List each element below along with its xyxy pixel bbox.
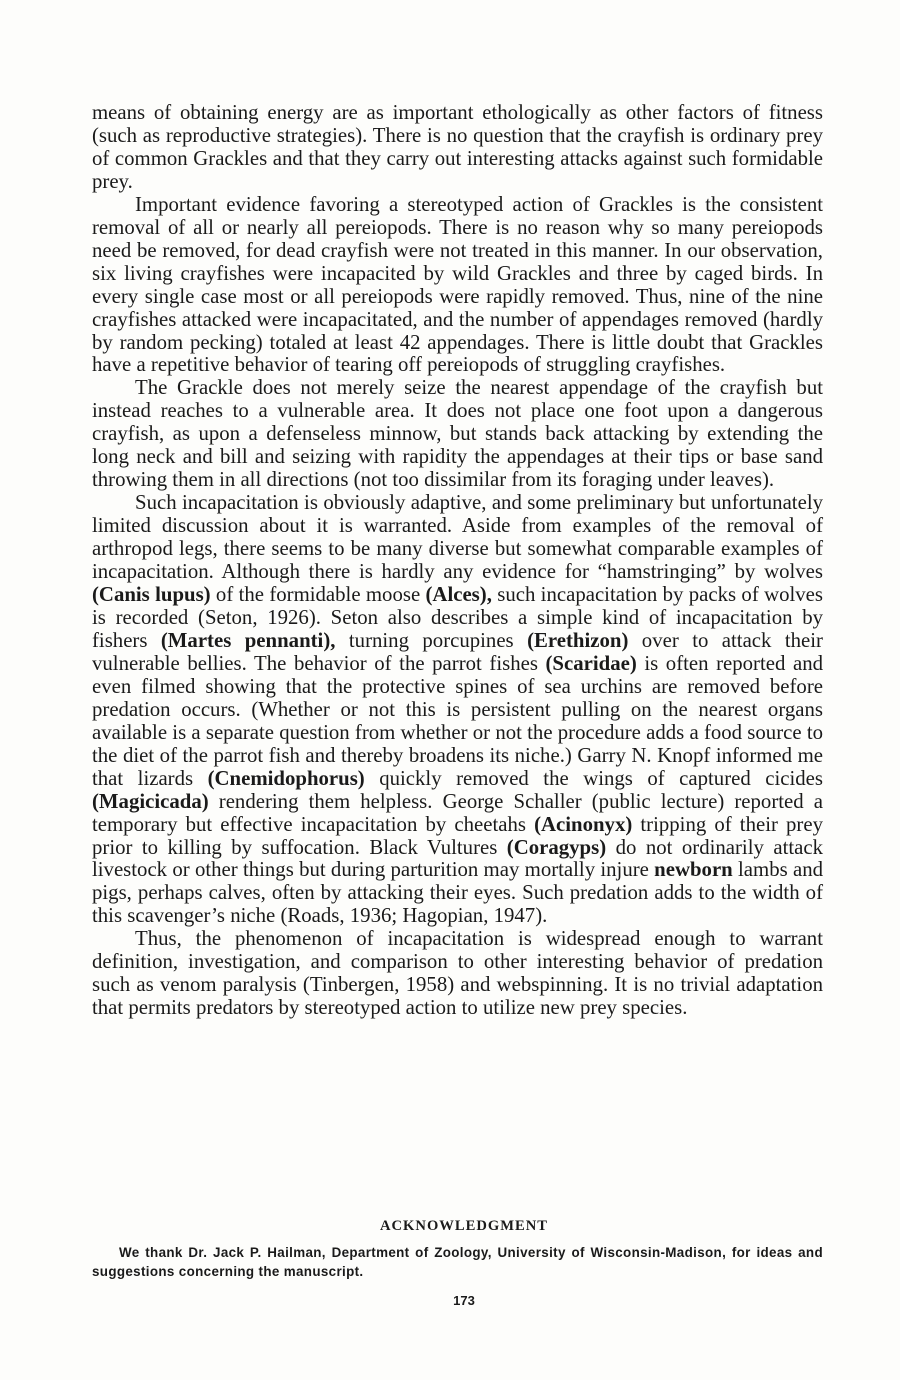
bold-term: (Coragyps) bbox=[506, 835, 607, 859]
paragraph bbox=[92, 377, 823, 492]
body-text bbox=[92, 102, 823, 1020]
bold-term: (Erethizon) bbox=[527, 628, 629, 652]
paragraph-text: lambs and pigs, perhaps calves, often by attacking their eyes. Such predation adds to the width of this scavenger’s niche (Roads, 1936; Hagopian, 1947). bbox=[92, 858, 824, 928]
paragraph bbox=[92, 194, 823, 378]
acknowledgment-text: We thank Dr. Jack P. Hailman, Department of Zoology, University of Wisconsin-Madison, for ideas and suggestions concerning the manuscript. bbox=[92, 1245, 823, 1279]
paragraph-text: quickly removed the wings of captured cicides bbox=[364, 766, 823, 790]
paragraph bbox=[92, 102, 823, 194]
bold-term: (Scaridae) bbox=[545, 651, 637, 675]
bold-term: (Martes pennanti), bbox=[160, 628, 336, 652]
page-number: 173 bbox=[453, 1293, 475, 1308]
paragraph bbox=[92, 492, 823, 928]
bold-term: (Cnemidophorus) bbox=[207, 766, 365, 790]
paragraph-text: is often reported and even filmed showing that the protective spines of sea urchins are removed before predation occurs. (Whether or not this is persistent pulling on the nearest organs available is a separate question from whether or not the procedure adds a food source to the diet of the parrot fish and thereby broadens its niche.) Garry N. Knopf informed me that lizards bbox=[92, 651, 823, 790]
bold-term: (Alces), bbox=[425, 583, 492, 607]
paragraph-text: such incapacitation by packs of wolves is recorded (Seton, 1926). Seton also describes a simple kind of incapacitation by fishers bbox=[92, 583, 823, 652]
paragraph-text: over to attack their vulnerable bellies. The behavior of the parrot fishes bbox=[92, 628, 823, 675]
paragraph-text: Thus, the phenomenon of incapacitation is widespread enough to warrant definition, investigation, and comparison to other interesting behavior of predation such as venom paralysis (Tinbergen, 1958) and webspinning. It is no trivial adaptation that permits predators by stereotyped action to utilize new prey species. bbox=[92, 927, 823, 1020]
paragraph-text: The Grackle does not merely seize the nearest appendage of the crayfish but instead reaches to a vulnerable area. It does not place one foot upon a dangerous crayfish, as upon a defenseless minnow, but stands back attacking by extending the long neck and bill and seizing with rapidity the appendages at their tips or base sand throwing them in all directions (not too dissimilar from its foraging under leaves). bbox=[92, 376, 823, 492]
bold-term: newborn bbox=[654, 858, 733, 882]
paragraph-text: turning porcupines bbox=[335, 628, 528, 652]
acknowledgment-heading: ACKNOWLEDGMENT bbox=[379, 1218, 549, 1234]
paragraph-text: do not ordinarily attack livestock or other things but during parturition may mortally injure bbox=[92, 835, 823, 882]
paragraph-text: Such incapacitation is obviously adaptive, and some preliminary but unfortunately limited discussion about it is warranted. Aside from examples of the removal of arthropod legs, there seems to be many diverse but somewhat comparable examples of incapacitation. Although there is hardly any evidence for “hamstringing” by wolves bbox=[92, 491, 823, 584]
bold-term: (Canis lupus) bbox=[92, 583, 211, 607]
paragraph-text: tripping of their prey prior to killing by suffocation. Black Vultures bbox=[92, 812, 823, 859]
paragraph-text: of the formidable moose bbox=[210, 583, 426, 607]
paragraph bbox=[92, 928, 823, 1020]
bold-term: (Acinonyx) bbox=[534, 812, 633, 836]
bold-term: (Magicicada) bbox=[92, 789, 209, 813]
paragraph-text: Important evidence favoring a stereotyped action of Grackles is the consistent removal of all or nearly all pereiopods. There is no reason why so many pereiopods need be removed, for dead crayfish were not treated in this manner. In our observation, six living crayfishes were incapacited by wild Grackles and three by caged birds. In every single case most or all pereiopods were rapidly removed. Thus, nine of the nine crayfishes attacked were incapacitated, and the number of appendages removed (hardly by random pecking) totaled at least 42 appendages. There is little doubt that Grackles have a repetitive behavior of tearing off pereiopods of struggling crayfishes. bbox=[92, 192, 823, 377]
paragraph-text: rendering them helpless. George Schaller (public lecture) reported a temporary but effective incapacitation by cheetahs bbox=[92, 789, 823, 836]
paragraph-text: means of obtaining energy are as important ethologically as other factors of fitness (such as reproductive strategies). There is no question that the crayfish is ordinary prey of common Grackles and that they carry out interesting attacks against such formidable prey. bbox=[92, 101, 823, 193]
